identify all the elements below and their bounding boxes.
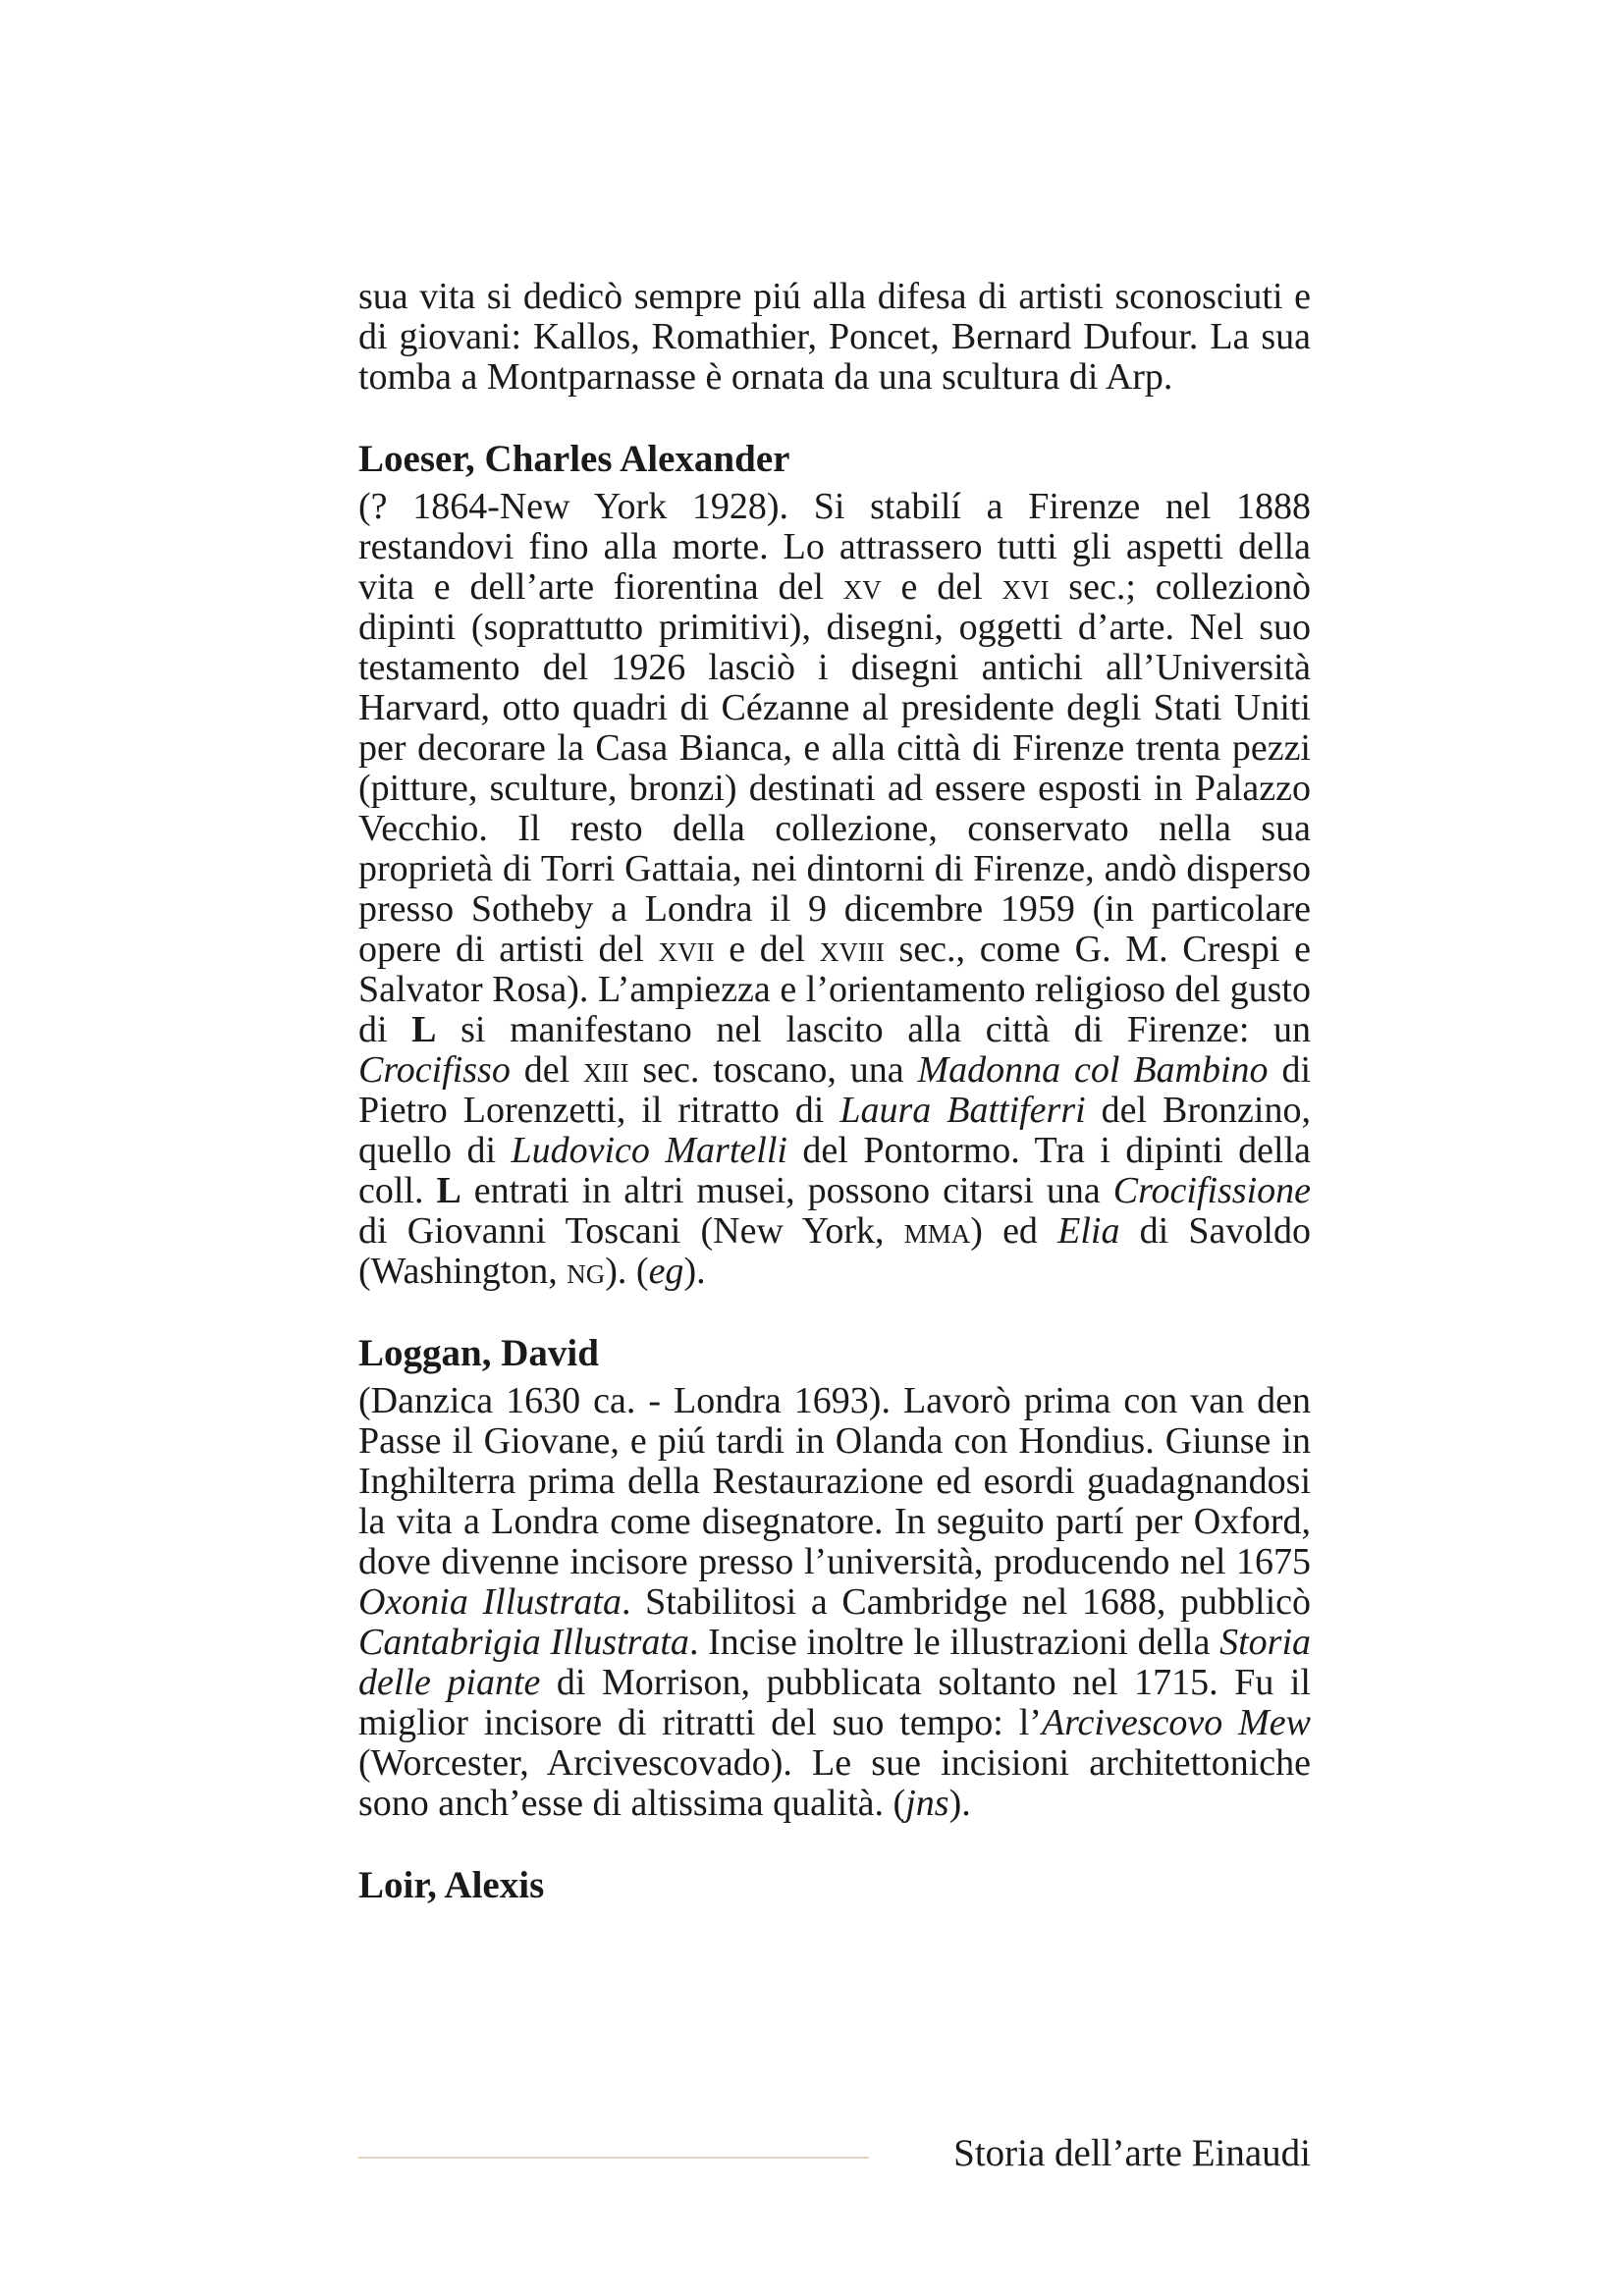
text-run: si manifestano nel lascito alla città di Firenze: un: [436, 1009, 1311, 1050]
italic-title: Cantabrigia Illustrata: [358, 1622, 689, 1663]
entry-loggan: [358, 1333, 1311, 1373]
italic-title: Madonna col Bambino: [917, 1049, 1269, 1091]
small-caps: ng: [567, 1251, 606, 1292]
text-run: entrati in altri musei, possono citarsi una: [460, 1170, 1113, 1211]
text-run: di Pietro Lorenzetti, il ritratto di: [358, 1049, 1311, 1131]
intro-paragraph: sua vita si dedicò sempre piú alla difesa di artisti sconosciuti e di giovani: Kallos, Romathier, Poncet, Bernard Dufour. La sua tomba a Montparnasse è ornata da una scultura di Arp.: [358, 276, 1311, 398]
text-run: ).: [683, 1251, 706, 1292]
text-run: ).: [948, 1783, 971, 1824]
italic-title: Arcivescovo Mew: [1041, 1702, 1311, 1743]
small-caps: xv: [842, 566, 882, 608]
bold-abbrev: L: [436, 1170, 461, 1211]
small-caps: xviii: [819, 929, 885, 970]
entry-loeser: [358, 439, 1311, 479]
text-run: e del: [714, 929, 820, 970]
text-run: (Danzica 1630 ca. - Londra 1693). Lavorò prima con van den Passe il Giovane, e piú tardi in Olanda con Hondius. Giunse in Inghilterra prima della Restaurazione ed esordi guadagnandosi la vita a Londra come disegnatore. In seguito partí per Oxford, dove divenne incisore presso l’università, producendo nel 1675: [358, 1380, 1311, 1582]
entry-heading: Loggan, David: [358, 1332, 599, 1374]
italic-title: Storia delle piante: [358, 1622, 1311, 1703]
italic-title: eg: [648, 1251, 684, 1292]
page-content: [358, 277, 1311, 1905]
text-run: . Stabilitosi a Cambridge nel 1688, pubblicò: [621, 1581, 1311, 1623]
text-run: sec.; collezionò dipinti (soprattutto primitivi), disegni, oggetti d’arte. Nel suo testamento del 1926 lasciò i disegni antichi all’Università Harvard, otto quadri di Cézanne al presidente degli Stati Uniti per decorare la Casa Bianca, e alla città di Firenze trenta pezzi (pitture, sculture, bronzi) destinati ad essere esposti in Palazzo Vecchio. Il resto della collezione, conservato nella sua proprietà di Torri Gattaia, nei dintorni di Firenze, andò disperso presso Sotheby a Londra il 9 dicembre 1959 (in particolare opere di artisti del: [358, 566, 1311, 970]
bold-abbrev: L: [411, 1009, 437, 1050]
italic-title: Laura Battiferri: [839, 1090, 1086, 1131]
text-run: (Worcester, Arcivescovado). Le sue incisioni architettoniche sono anch’esse di altissima qualità. (: [358, 1742, 1311, 1824]
text-run: sec., come G. M. Crespi e Salvator Rosa). L’ampiezza e l’orientamento religioso del gusto di: [358, 929, 1311, 1050]
small-caps: xvi: [1001, 566, 1050, 608]
text-run: di Morrison, pubblicata soltanto nel 1715. Fu il miglior incisore di ritratti del suo tempo: l’: [358, 1662, 1311, 1743]
text-run: (? 1864-New York 1928). Si stabilí a Firenze nel 1888 restandovi fino alla morte. Lo attrassero tutti gli aspetti della vita e dell’arte fiorentina del: [358, 486, 1311, 608]
text-run: sec. toscano, una: [628, 1049, 918, 1091]
italic-title: Crocifisso: [358, 1049, 511, 1091]
text-run: di Savoldo (Washington,: [358, 1210, 1311, 1292]
italic-title: Oxonia Illustrata: [358, 1581, 622, 1623]
text-run: del Pontormo. Tra i dipinti della coll.: [358, 1130, 1311, 1211]
entry-body: [358, 1381, 1311, 1824]
text-run: e del: [881, 566, 1002, 608]
italic-title: Crocifissione: [1112, 1170, 1312, 1211]
entry-heading: Loir, Alexis: [358, 1864, 545, 1906]
text-run: . Incise inoltre le illustrazioni della: [688, 1622, 1220, 1663]
entry-loir: [358, 1865, 1311, 1905]
small-caps: xvii: [658, 929, 715, 970]
small-caps: xiii: [583, 1049, 629, 1091]
entry-body: [358, 487, 1311, 1292]
small-caps: mma: [903, 1210, 971, 1252]
text-run: del Bronzino, quello di: [358, 1090, 1311, 1171]
text-run: ) ed: [970, 1210, 1058, 1252]
text-run: ). (: [605, 1251, 649, 1292]
text-run: del: [510, 1049, 584, 1091]
italic-title: Ludovico Martelli: [511, 1130, 787, 1171]
italic-title: jns: [905, 1783, 949, 1824]
italic-title: Elia: [1057, 1210, 1120, 1252]
footer-rule: [358, 2157, 869, 2159]
text-run: di Giovanni Toscani (New York,: [358, 1210, 904, 1252]
footer-title: Storia dell’arte Einaudi: [953, 2132, 1311, 2174]
entry-heading: Loeser, Charles Alexander: [358, 438, 790, 480]
